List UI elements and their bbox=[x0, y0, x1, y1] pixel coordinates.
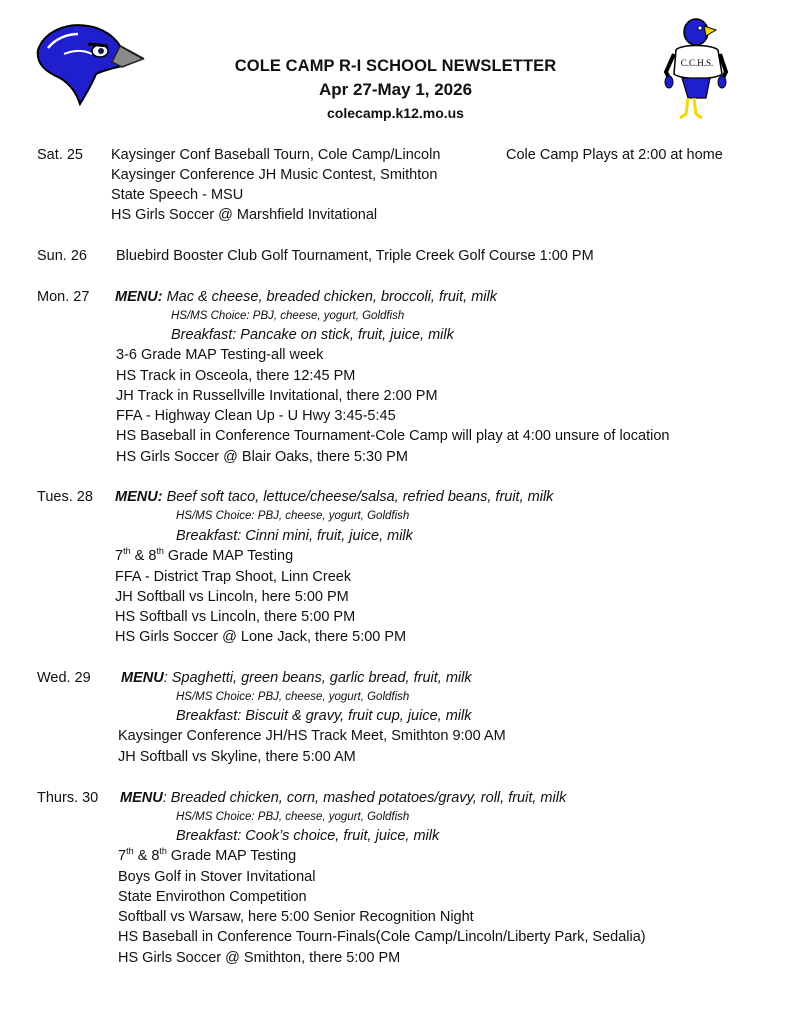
breakfast-menu: Breakfast: Biscuit & gravy, fruit cup, juice, milk bbox=[176, 708, 472, 724]
svg-text:C.C.H.S.: C.C.H.S. bbox=[680, 58, 714, 68]
event-item: Kaysinger Conference JH Music Contest, Smithton bbox=[111, 167, 438, 183]
event-item: JH Softball vs Lincoln, here 5:00 PM bbox=[115, 589, 349, 605]
menu-label: MENU bbox=[120, 790, 163, 806]
breakfast-menu: Breakfast: Pancake on stick, fruit, juice, milk bbox=[171, 327, 454, 343]
event-item: 3-6 Grade MAP Testing-all week bbox=[116, 347, 324, 363]
event-item: HS Girls Soccer @ Blair Oaks, there 5:30 PM bbox=[116, 449, 408, 465]
event-item: Bluebird Booster Club Golf Tournament, Triple Creek Golf Course 1:00 PM bbox=[116, 248, 594, 264]
lunch-menu bbox=[120, 788, 566, 808]
event-item: Boys Golf in Stover Invitational bbox=[118, 869, 316, 885]
event-item: Kaysinger Conference JH/HS Track Meet, Smithton 9:00 AM bbox=[118, 728, 506, 744]
event-item: HS Girls Soccer @ Lone Jack, there 5:00 PM bbox=[115, 629, 407, 645]
menu-choice: HS/MS Choice: PBJ, cheese, yogurt, Goldfish bbox=[176, 811, 410, 823]
school-website[interactable]: colecamp.k12.mo.us bbox=[327, 105, 464, 121]
event-item: State Speech - MSU bbox=[111, 187, 244, 203]
event-note: Cole Camp Plays at 2:00 at home bbox=[506, 147, 723, 163]
menu-items: : Breaded chicken, corn, mashed potatoes/gravy, roll, fruit, milk bbox=[162, 790, 567, 806]
menu-choice: HS/MS Choice: PBJ, cheese, yogurt, Goldfish bbox=[171, 310, 405, 322]
lunch-menu bbox=[115, 487, 553, 507]
lunch-menu bbox=[115, 287, 497, 307]
day-label: Wed. 29 bbox=[37, 670, 91, 686]
event-item: HS Baseball in Conference Tournament-Cole Camp will play at 4:00 unsure of location bbox=[116, 428, 670, 444]
menu-items: Mac & cheese, breaded chicken, broccoli, fruit, milk bbox=[166, 289, 497, 305]
newsletter-title: COLE CAMP R-I SCHOOL NEWSLETTER bbox=[234, 57, 557, 75]
menu-items: : Spaghetti, green beans, garlic bread, fruit, milk bbox=[163, 670, 472, 686]
event-item: JH Softball vs Skyline, there 5:00 AM bbox=[118, 749, 356, 765]
breakfast-menu: Breakfast: Cook’s choice, fruit, juice, milk bbox=[176, 828, 440, 844]
day-label: Mon. 27 bbox=[37, 289, 90, 305]
event-item-map-testing: 7th & 8th Grade MAP Testing bbox=[118, 846, 297, 864]
event-item: HS Baseball in Conference Tourn-Finals(Cole Camp/Lincoln/Liberty Park, Sedalia) bbox=[118, 929, 646, 945]
menu-choice: HS/MS Choice: PBJ, cheese, yogurt, Goldfish bbox=[176, 691, 410, 703]
event-item: HS Track in Osceola, there 12:45 PM bbox=[116, 368, 356, 384]
menu-label: MENU bbox=[121, 670, 164, 686]
menu-items: Beef soft taco, lettuce/cheese/salsa, refried beans, fruit, milk bbox=[166, 489, 554, 505]
newsletter-dates: Apr 27-May 1, 2026 bbox=[318, 80, 473, 99]
event-item: JH Track in Russellville Invitational, there 2:00 PM bbox=[116, 388, 438, 404]
event-item: HS Girls Soccer @ Smithton, there 5:00 PM bbox=[118, 950, 401, 966]
day-label: Tues. 28 bbox=[37, 489, 93, 505]
event-item: Softball vs Warsaw, here 5:00 Senior Recognition Night bbox=[118, 909, 474, 925]
breakfast-menu: Breakfast: Cinni mini, fruit, juice, milk bbox=[176, 528, 413, 544]
menu-choice: HS/MS Choice: PBJ, cheese, yogurt, Goldfish bbox=[176, 510, 410, 522]
event-item: FFA - Highway Clean Up - U Hwy 3:45-5:45 bbox=[116, 408, 396, 424]
event-item: HS Softball vs Lincoln, there 5:00 PM bbox=[115, 609, 356, 625]
day-label: Thurs. 30 bbox=[37, 790, 99, 806]
lunch-menu bbox=[121, 668, 472, 688]
event-item: State Envirothon Competition bbox=[118, 889, 307, 905]
event-item: Kaysinger Conf Baseball Tourn, Cole Camp/Lincoln bbox=[111, 147, 441, 163]
menu-label: MENU: bbox=[115, 289, 163, 305]
day-label: Sat. 25 bbox=[37, 147, 83, 163]
event-item-map-testing: 7th & 8th Grade MAP Testing bbox=[115, 546, 294, 564]
newsletter-header bbox=[0, 54, 791, 124]
day-label: Sun. 26 bbox=[37, 248, 87, 264]
event-item: HS Girls Soccer @ Marshfield Invitational bbox=[111, 207, 378, 223]
event-item: FFA - District Trap Shoot, Linn Creek bbox=[115, 569, 352, 585]
menu-label: MENU: bbox=[115, 489, 163, 505]
